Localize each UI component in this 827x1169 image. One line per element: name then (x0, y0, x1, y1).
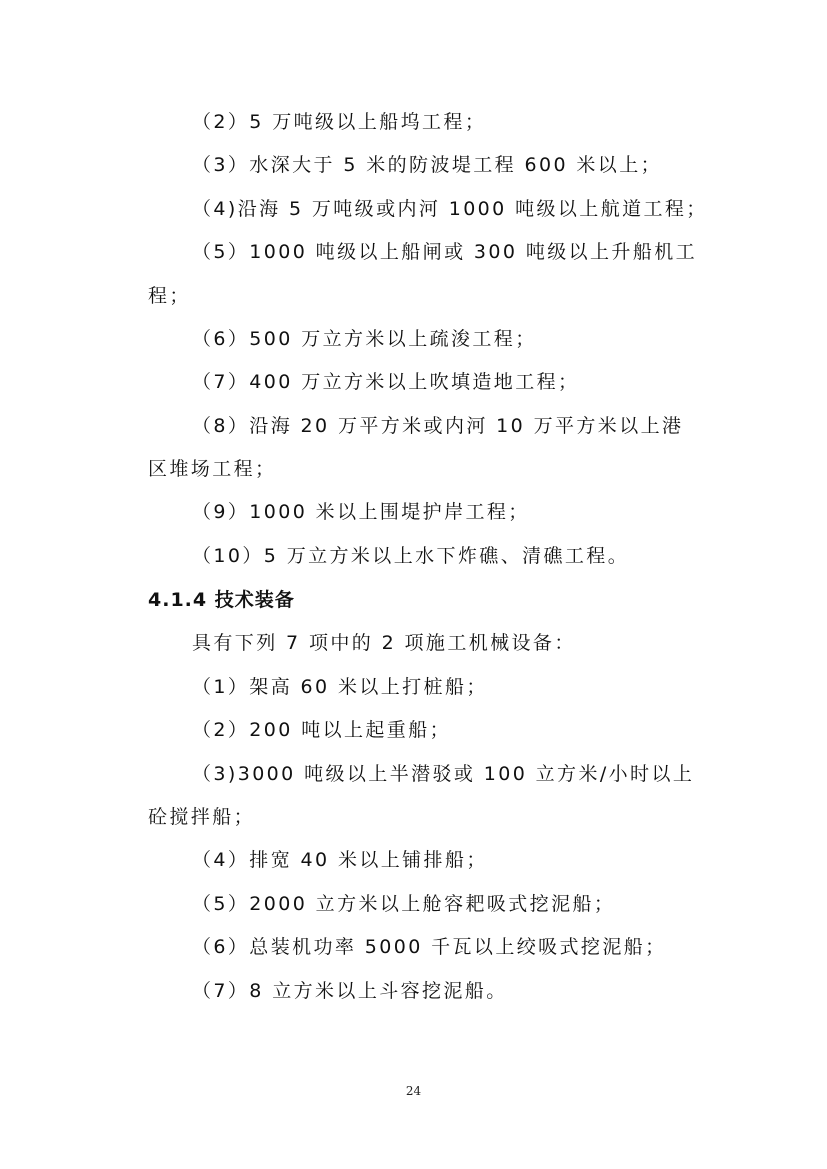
equipment-item-5: （5）2000 立方米以上舱容耙吸式挖泥船； (192, 893, 616, 915)
equipment-item-4: （4）排宽 40 米以上铺排船； (192, 849, 488, 871)
equipment-item-3: （3)3000 吨级以上半潜驳或 100 立方米/小时以上 (192, 763, 695, 785)
equipment-item-7: （7）8 立方米以上斗容挖泥船。 (192, 980, 508, 1002)
list-item-11-continued: 区堆场工程； (148, 458, 277, 480)
list-item-10: （7）400 万立方米以上吹填造地工程； (192, 371, 580, 393)
equipment-item-2: （2）200 吨以上起重船； (192, 719, 451, 741)
list-item-12: （9）1000 米以上围堤护岸工程； (192, 501, 530, 523)
list-item-7: （4)沿海 5 万吨级或内河 1000 吨级以上航道工程； (192, 198, 708, 220)
page-number: 24 (405, 1084, 422, 1098)
list-item-13: （10）5 万立方米以上水下炸礁、清礁工程。 (192, 545, 630, 567)
list-item-6: （3）水深大于 5 米的防波堤工程 600 米以上； (192, 154, 663, 176)
section-heading: 4.1.4 技术装备 (148, 589, 295, 611)
section-intro: 具有下列 7 项中的 2 项施工机械设备： (192, 632, 576, 654)
list-item-5: （2）5 万吨级以上船坞工程； (192, 111, 487, 133)
list-item-8-continued: 程； (148, 285, 191, 307)
equipment-item-1: （1）架高 60 米以上打桩船； (192, 676, 488, 698)
list-item-8: （5）1000 吨级以上船闸或 300 吨级以上升船机工 (192, 241, 698, 263)
equipment-item-6: （6）总装机功率 5000 千瓦以上绞吸式挖泥船； (192, 936, 667, 958)
list-item-11: （8）沿海 20 万平方米或内河 10 万平方米以上港 (192, 415, 684, 437)
list-item-9: （6）500 万立方米以上疏浚工程； (192, 328, 537, 350)
equipment-item-3-continued: 砼搅拌船； (148, 806, 256, 828)
